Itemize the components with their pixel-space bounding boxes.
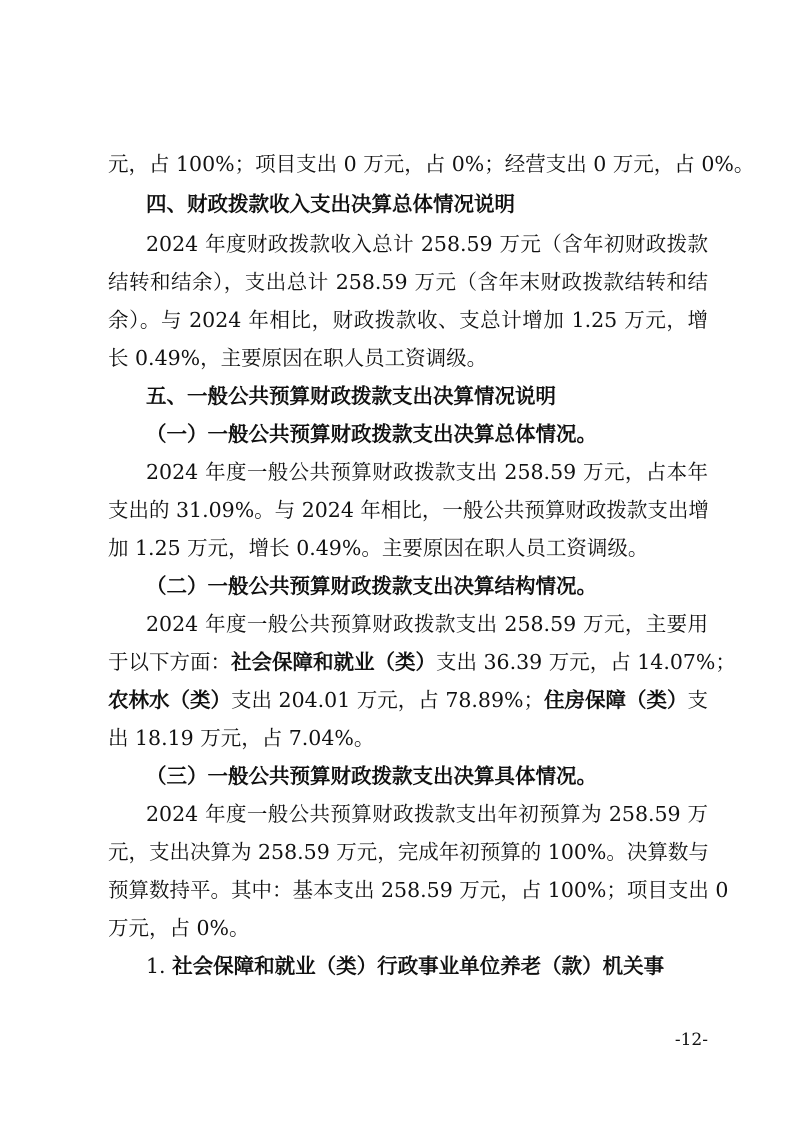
category-social-security: 社会保障和就业（类） (231, 650, 436, 674)
paragraph-line: 预算数持平。其中：基本支出 258.59 万元，占 100%；项目支出 0 (108, 878, 729, 902)
paragraph-line: 2024 年度财政拨款收入总计 258.59 万元（含年初财政拨款 (146, 232, 708, 256)
paragraph-line: 结转和结余），支出总计 258.59 万元（含年末财政拨款结转和结 (108, 270, 708, 294)
paragraph-line: 支出的 31.09%。与 2024 年相比，一般公共预算财政拨款支出增 (108, 498, 709, 522)
paragraph-line: 2024 年度一般公共预算财政拨款支出年初预算为 258.59 万 (146, 802, 708, 826)
subsection-heading-3: （三）一般公共预算财政拨款支出决算具体情况。 (146, 764, 597, 788)
text-run: 支出 36.39 万元，占 14.07%； (436, 650, 736, 674)
item-number: 1. (146, 954, 166, 978)
numbered-item-heading (146, 952, 708, 980)
paragraph-line (108, 686, 708, 714)
paragraph-line: 2024 年度一般公共预算财政拨款支出 258.59 万元，占本年 (146, 460, 708, 484)
paragraph-line: 长 0.49%，主要原因在职人员工资调级。 (108, 346, 488, 370)
paragraph-line: 余）。与 2024 年相比，财政拨款收、支总计增加 1.25 万元，增 (108, 308, 708, 332)
page-number: -12- (674, 1030, 708, 1050)
text-run: 于以下方面： (108, 650, 231, 674)
paragraph-line (108, 648, 736, 676)
paragraph-line: 万元，占 0%。 (108, 916, 250, 940)
paragraph-line: 加 1.25 万元，增长 0.49%。主要原因在职人员工资调级。 (108, 536, 649, 560)
category-agriculture: 农林水（类） (108, 688, 232, 712)
section-heading-5: 五、一般公共预算财政拨款支出决算情况说明 (146, 384, 556, 408)
subsection-heading-1: （一）一般公共预算财政拨款支出决算总体情况。 (146, 422, 597, 446)
paragraph-line: 元，支出决算为 258.59 万元，完成年初预算的 100%。决算数与 (108, 840, 709, 864)
text-run: 支出 204.01 万元，占 78.89%； (231, 688, 544, 712)
text-run: 支 (687, 688, 709, 712)
paragraph-line: 元，占 100%；项目支出 0 万元，占 0%；经营支出 0 万元，占 0%。 (108, 152, 755, 176)
subsection-heading-2: （二）一般公共预算财政拨款支出决算结构情况。 (146, 574, 597, 598)
paragraph-line: 2024 年度一般公共预算财政拨款支出 258.59 万元，主要用 (146, 612, 708, 636)
item-title: 社会保障和就业（类）行政事业单位养老（款）机关事 (172, 954, 665, 978)
paragraph-line: 出 18.19 万元，占 7.04%。 (108, 726, 375, 750)
section-heading-4: 四、财政拨款收入支出决算总体情况说明 (146, 192, 515, 216)
category-housing: 住房保障（类） (543, 688, 688, 712)
